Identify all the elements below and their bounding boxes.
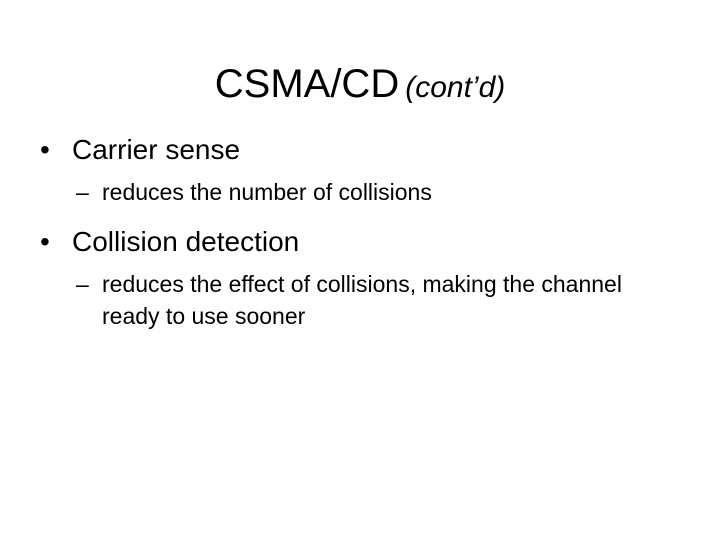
sub-bullet-marker: –	[76, 179, 89, 205]
bullet-list	[40, 128, 680, 344]
sub-bullet-item	[40, 268, 680, 332]
bullet-item	[40, 128, 680, 172]
bullet-item	[40, 220, 680, 264]
bullet-marker: •	[40, 134, 50, 165]
sub-bullet-item	[40, 176, 680, 208]
bullet-text: Carrier sense	[72, 134, 241, 165]
bullet-marker: •	[40, 226, 50, 257]
sub-bullet-marker: –	[76, 271, 89, 297]
sub-bullet-text: reduces the number of collisions	[102, 179, 432, 205]
title-main: CSMA/CD	[214, 62, 400, 106]
title-subtitle: (cont’d)	[405, 71, 506, 104]
slide-title	[0, 58, 720, 114]
bullet-text: Collision detection	[72, 226, 300, 257]
sub-bullet-text: reduces the effect of collisions, making the channel ready to use sooner	[102, 271, 622, 329]
